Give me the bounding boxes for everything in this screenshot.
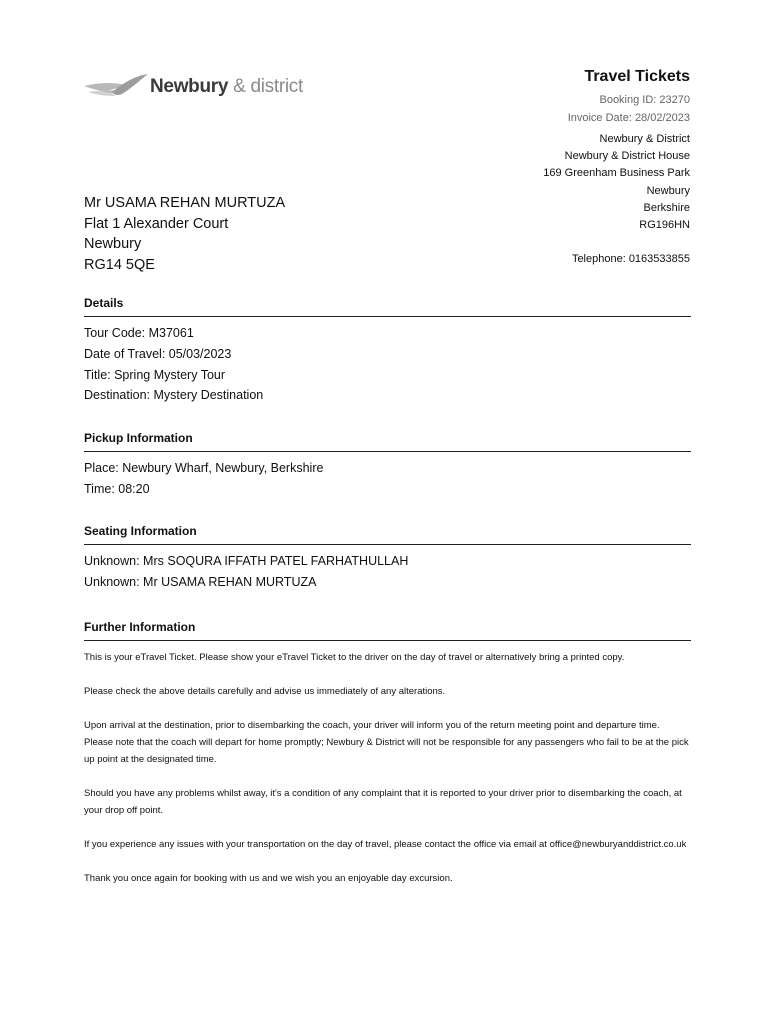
company-telephone: Telephone: 0163533855 <box>571 253 690 266</box>
further-paragraph: If you experience any issues with your transportation on the day of travel, please contact the office via email at office@newburyanddistrict.co.uk <box>84 839 687 850</box>
pickup-time: Time: 08:20 <box>84 481 150 496</box>
recipient-name: Mr USAMA REHAN MURTUZA <box>84 195 286 211</box>
recipient-town: Newbury <box>84 236 142 253</box>
company-county: Berkshire <box>643 201 690 214</box>
further-heading: Further Information <box>84 620 691 641</box>
pickup-heading: Pickup Information <box>84 431 691 452</box>
tour-code: Tour Code: M37061 <box>84 326 194 340</box>
logo-wordmark <box>150 76 303 98</box>
company-name: Newbury & District <box>599 133 690 145</box>
further-section <box>84 620 691 904</box>
document-header <box>568 68 690 127</box>
further-paragraph: Please check the above details carefully and advise us immediately of any alterations. <box>84 686 446 697</box>
seating-heading: Seating Information <box>84 524 691 545</box>
recipient-line1: Flat 1 Alexander Court <box>84 215 229 232</box>
pickup-section <box>84 431 691 500</box>
company-street: 169 Greenham Business Park <box>543 167 690 180</box>
company-town: Newbury <box>646 184 690 197</box>
recipient-address <box>84 193 285 276</box>
seat-entry: Unknown: Mr USAMA REHAN MURTUZA <box>84 574 317 589</box>
swift-bird-icon <box>82 72 152 102</box>
company-address <box>543 131 690 268</box>
tour-title: Title: Spring Mystery Tour <box>84 367 226 382</box>
recipient-postcode: RG14 5QE <box>84 257 155 274</box>
logo-brand: Newbury <box>150 76 229 97</box>
invoice-date: Invoice Date: 28/02/2023 <box>567 112 690 124</box>
company-postcode: RG196HN <box>639 219 690 232</box>
booking-id: Booking ID: 23270 <box>599 94 690 106</box>
company-house: Newbury & District House <box>564 150 690 163</box>
pickup-place: Place: Newbury Wharf, Newbury, Berkshire <box>84 461 324 475</box>
logo-suffix: & district <box>228 76 303 97</box>
tour-destination: Destination: Mystery Destination <box>84 388 264 403</box>
seat-entry: Unknown: Mrs SOQURA IFFATH PATEL FARHATHULLAH <box>84 554 409 568</box>
details-section <box>84 296 691 406</box>
document-title: Travel Tickets <box>584 68 690 85</box>
seating-section <box>84 524 691 593</box>
company-logo <box>82 66 302 106</box>
details-heading: Details <box>84 296 691 317</box>
further-paragraph: Should you have any problems whilst away, it's a condition of any complaint that it is reported to your driver prior to disembarking the coach, at your drop off point. <box>84 788 682 816</box>
further-paragraph: This is your eTravel Ticket. Please show your eTravel Ticket to the driver on the day of travel or alternatively bring a printed copy. <box>84 652 625 663</box>
further-paragraph: Thank you once again for booking with us and we wish you an enjoyable day excursion. <box>84 873 453 884</box>
further-paragraph: Upon arrival at the destination, prior to disembarking the coach, your driver will inform you of the return meeting point and departure time. Please note that the coach will depart for home promptly; Newbury & District will not be responsible for any passengers who fail to be at the pick up point at the designated time. <box>84 720 689 765</box>
date-of-travel: Date of Travel: 05/03/2023 <box>84 346 232 361</box>
